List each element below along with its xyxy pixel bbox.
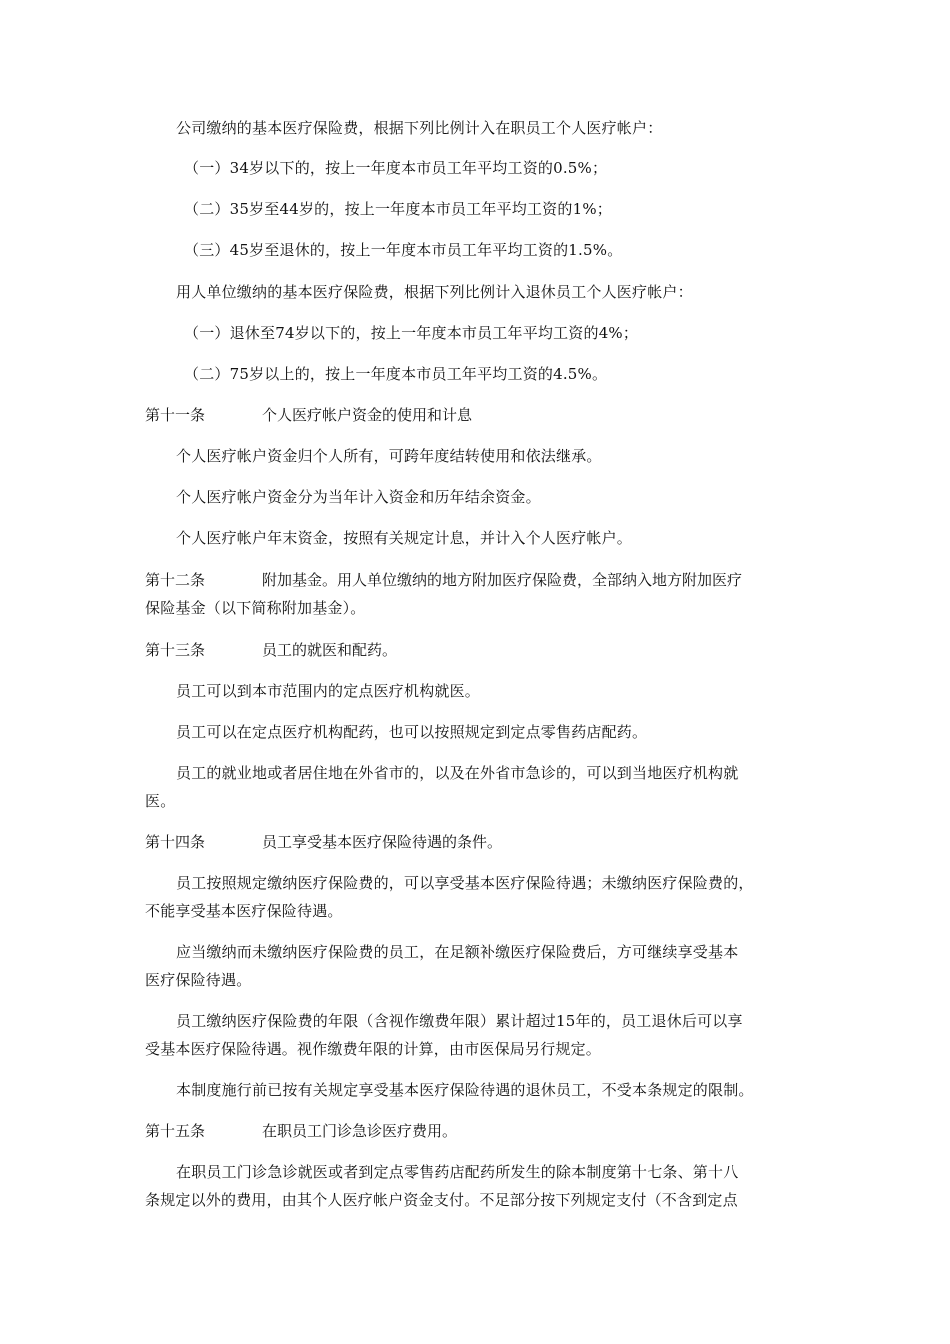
paragraph: 本制度施行前已按有关规定享受基本医疗保险待遇的退休员工，不受本条规定的限制。 [176, 1081, 754, 1099]
paragraph: 个人医疗帐户资金分为当年计入资金和历年结余资金。 [176, 488, 541, 506]
list-item: （二）75岁以上的，按上一年度本市员工年平均工资的4.5%。 [184, 365, 608, 383]
paragraph: 公司缴纳的基本医疗保险费，根据下列比例计入在职员工个人医疗帐户： [176, 119, 663, 137]
paragraph: 应当缴纳而未缴纳医疗保险费的员工，在足额补缴医疗保险费后，方可继续享受基本 [176, 943, 739, 961]
paragraph: 在职员工门诊急诊就医或者到定点零售药店配药所发生的除本制度第十七条、第十八 [176, 1163, 739, 1181]
paragraph: 用人单位缴纳的基本医疗保险费，根据下列比例计入退休员工个人医疗帐户： [176, 283, 693, 301]
paragraph-continuation: 医疗保险待遇。 [145, 971, 252, 989]
article-title: 在职员工门诊急诊医疗费用。 [262, 1122, 458, 1140]
paragraph: 员工按照规定缴纳医疗保险费的，可以享受基本医疗保险待遇；未缴纳医疗保险费的， [176, 874, 754, 892]
article-number: 第十一条 [145, 406, 206, 424]
article-title: 员工的就医和配药。 [262, 641, 398, 659]
article-number: 第十四条 [145, 833, 206, 851]
paragraph: 个人医疗帐户年末资金，按照有关规定计息，并计入个人医疗帐户。 [176, 529, 633, 547]
article-number: 第十五条 [145, 1122, 206, 1140]
paragraph: 个人医疗帐户资金归个人所有，可跨年度结转使用和依法继承。 [176, 447, 602, 465]
paragraph-continuation: 医。 [145, 792, 176, 810]
article-number: 第十二条 [145, 571, 206, 589]
article-number: 第十三条 [145, 641, 206, 659]
list-item: （一）34岁以下的，按上一年度本市员工年平均工资的0.5%； [184, 159, 608, 177]
paragraph: 员工可以到本市范围内的定点医疗机构就医。 [176, 682, 481, 700]
list-item: （二）35岁至44岁的，按上一年度本市员工年平均工资的1%； [184, 200, 612, 218]
paragraph: 员工缴纳医疗保险费的年限（含视作缴费年限）累计超过15年的，员工退休后可以享 [176, 1012, 743, 1030]
paragraph-continuation: 受基本医疗保险待遇。视作缴费年限的计算，由市医保局另行规定。 [145, 1040, 602, 1058]
list-item: （一）退休至74岁以下的，按上一年度本市员工年平均工资的4%； [184, 324, 639, 342]
list-item: （三）45岁至退休的，按上一年度本市员工年平均工资的1.5%。 [184, 241, 623, 259]
paragraph: 员工的就业地或者居住地在外省市的，以及在外省市急诊的，可以到当地医疗机构就 [176, 764, 739, 782]
article-title: 附加基金。用人单位缴纳的地方附加医疗保险费，全部纳入地方附加医疗 [262, 571, 743, 589]
paragraph-continuation: 保险基金（以下简称附加基金）。 [145, 599, 366, 617]
article-title: 员工享受基本医疗保险待遇的条件。 [262, 833, 503, 851]
paragraph-continuation: 不能享受基本医疗保险待遇。 [145, 902, 343, 920]
paragraph: 员工可以在定点医疗机构配药，也可以按照规定到定点零售药店配药。 [176, 723, 648, 741]
article-title: 个人医疗帐户资金的使用和计息 [262, 406, 473, 424]
paragraph-continuation: 条规定以外的费用，由其个人医疗帐户资金支付。不足部分按下列规定支付（不含到定点 [145, 1191, 738, 1209]
